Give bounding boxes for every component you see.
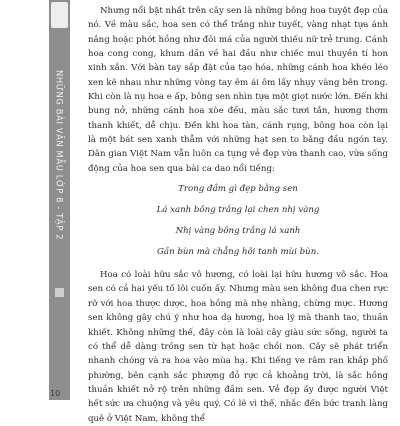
publisher-logo — [51, 2, 68, 28]
verse-line: Nhị vàng bông trắng lá xanh — [175, 226, 301, 237]
verse-line: Trong đầm gì đẹp bằng sen — [178, 184, 298, 195]
verse-line: Lá xanh bông trắng lại chen nhị vàng — [156, 205, 320, 216]
folk-verse — [88, 182, 388, 260]
page-number: 10 — [50, 389, 61, 398]
paragraph-2: Hoa có loài hữu sắc vô hương, có loài lại hữu hương vô sắc. Hoa sen có cả hai yếu tố lôi cuốn ấy. Nhưng màu sen không đua chen rực rỡ với hoa thược dược, hoa hồng mà nhẹ nhàng, chừng mực. Hương sen không gây chú ý như hoa dạ hương, hoa lý mà thanh tao, thuần khiết. Không những thế, đây còn là loài cây giàu sức sống, người ta có thể dễ dàng trồng sen từ hạt hoặc chồi non. Cây sẽ phát triển nhanh chóng và ra hoa vào mùa hạ. Khi tiếng ve râm ran khắp phố phường, bên cạnh sắc phượng đỏ rực cả khoảng trời, là sắc hồng thuần khiết nở rộ trên những đầm sen. Vẻ đẹp ấy được người Việt hết sức ưa chuộng và yêu quý. Có lẽ vì thế, nhắc đến bức tranh làng quê ở Việt Nam, không thể — [88, 270, 388, 424]
band-mark — [55, 288, 64, 297]
page-margin — [0, 0, 48, 400]
side-title-container — [49, 30, 70, 280]
paragraph-1: Nhưng nổi bật nhất trên cây sen là những bông hoa tuyệt đẹp của nó. Về màu sắc, hoa sen có thể trắng như tuyết, vàng nhạt tựa ánh nắng hoặc phớt hồng như đôi má của người thiếu nữ trẻ trung. Cánh hoa cong cong, khum dần về hai đầu như chiếc mui thuyền tí hon xinh xắn. Với bàn tay sắp đặt của tạo hóa, những cánh hoa khéo léo xen kẽ nhau như những vòng tay êm ái ôm lấy nhụy vàng bên trong. Khi còn là nụ hoa e ấp, bông sen nhìn tựa một giọt nước lớn. Đến khi bung nở, những cánh hoa xòe đều, màu sắc tươi tắn, hương thơm thanh khiết, dễ chịu. Đến khi hoa tàn, cánh rụng, bông hoa còn lại là một bát sen xanh thẫm với những hạt sen to bằng đầu ngón tay. Dân gian Việt Nam vẫn luôn ca tụng vẻ đẹp vừa thanh cao, vừa sống động của hoa sen qua bài ca dao nổi tiếng: — [88, 6, 388, 174]
page-body — [88, 4, 388, 426]
verse-line: Gần bùn mà chẳng hôi tanh mùi bùn. — [157, 247, 319, 258]
side-title: NHỮNG BÀI VĂN MẪU LỚP 8 - TẬP 2 — [54, 69, 65, 241]
